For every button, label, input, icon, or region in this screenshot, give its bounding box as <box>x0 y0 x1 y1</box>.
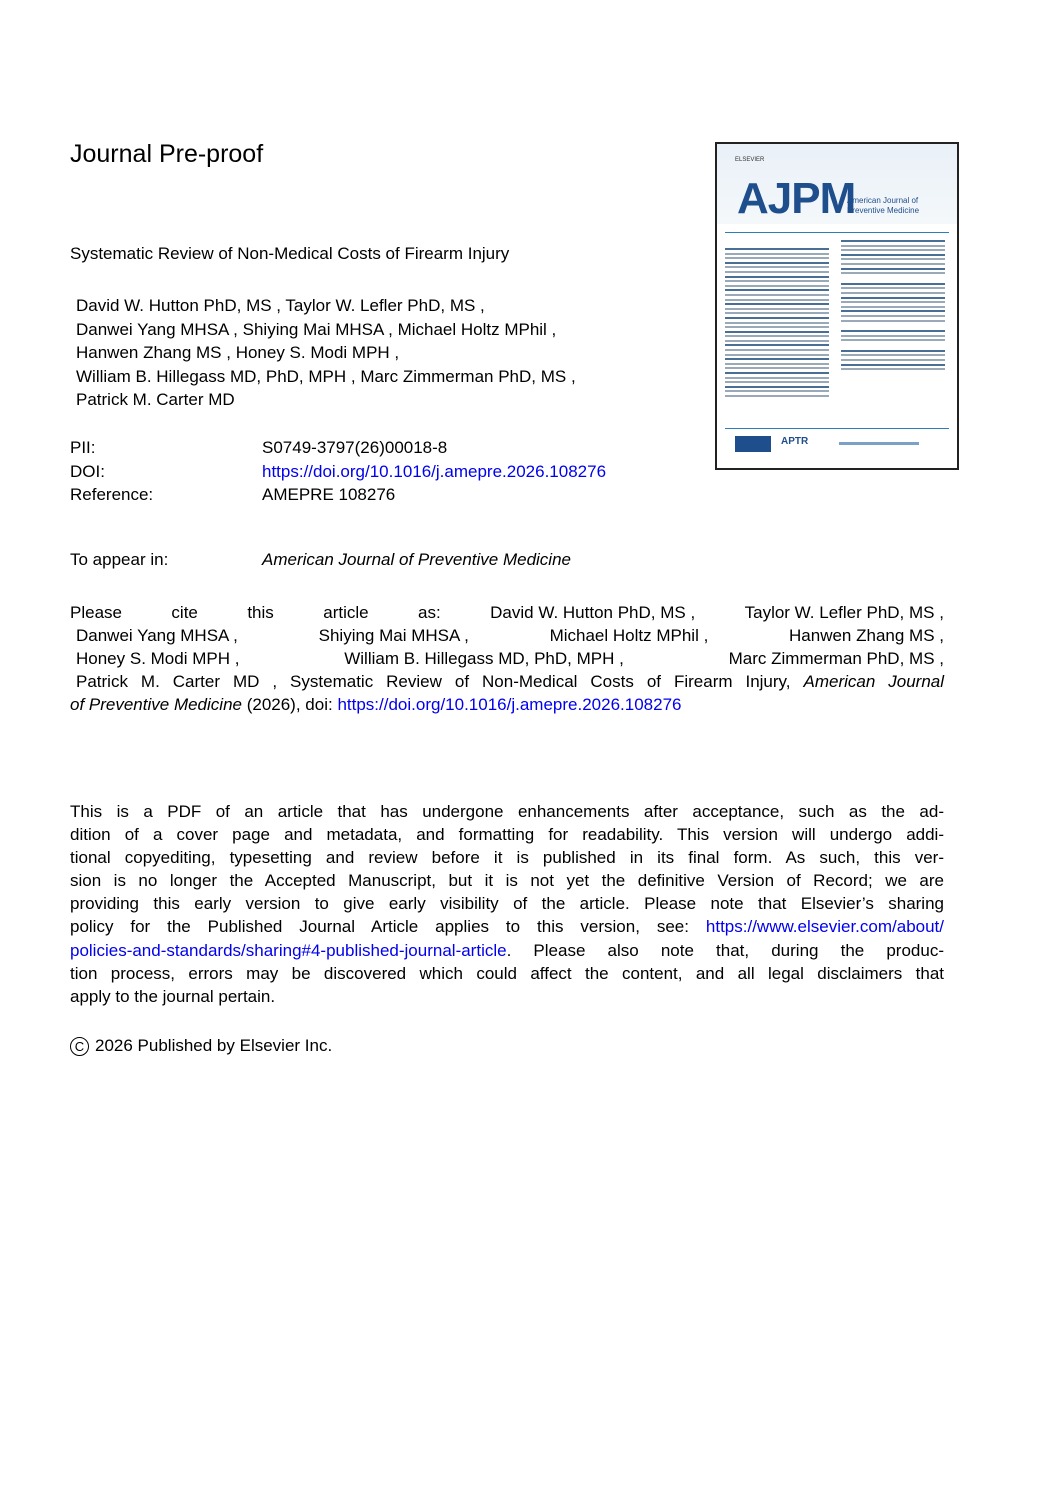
citation-author: Marc Zimmerman PhD, MS , <box>728 649 944 668</box>
cover-publisher: ELSEVIER <box>735 157 765 163</box>
reference-label: Reference: <box>70 485 154 504</box>
cover-section-heading <box>841 324 945 328</box>
notice-text: policy for the Published Journal Article applies to this version, see: <box>70 917 706 937</box>
journal-preproof-heading: Journal Pre-proof <box>70 140 264 168</box>
doi-label: DOI: <box>70 462 105 481</box>
citation-line <box>70 693 944 716</box>
notice-line: This is a PDF of an article that has undergone enhancements after acceptance, such as the ad- <box>70 802 944 821</box>
citation-author: William B. Hillegass MD, PhD, MPH , <box>344 649 624 668</box>
notice-line <box>70 939 944 962</box>
cover-journal-name-line: Preventive Medicine <box>847 206 920 215</box>
cover-journal-name-line: American Journal of <box>847 196 919 205</box>
citation-author: Shiying Mai MHSA , <box>318 626 469 645</box>
sharing-policy-link[interactable]: https://www.elsevier.com/about/ <box>705 917 944 937</box>
pii-value: S0749-3797(26)00018-8 <box>262 438 448 457</box>
cover-journal-name <box>847 196 919 216</box>
notice-line: apply to the journal pertain. <box>70 986 276 1006</box>
author-line: William B. Hillegass MD, PhD, MPH , Marc Zimmerman PhD, MS , <box>76 366 576 386</box>
citation-block <box>70 601 944 716</box>
citation-author: Honey S. Modi MPH , <box>76 649 240 668</box>
notice-text: . Please also note that, during the produc- <box>506 940 944 960</box>
citation-line <box>70 601 944 624</box>
cover-section-heading <box>841 277 945 281</box>
cover-toc-left <box>725 240 829 400</box>
notice-line: dition of a cover page and metadata, and formatting for readability. This version will undergo addi- <box>70 825 944 845</box>
citation-journal: of Preventive Medicine <box>70 695 242 714</box>
article-title: Systematic Review of Non-Medical Costs of Firearm Injury <box>70 244 510 263</box>
citation-word: as: <box>418 603 441 622</box>
citation-text: (2026), doi: <box>241 695 338 714</box>
cover-footer-text <box>839 442 919 445</box>
cover-section-heading <box>841 344 945 348</box>
notice-line <box>70 915 944 938</box>
citation-word: cite <box>171 603 198 622</box>
citation-author: Michael Holtz MPhil , <box>549 626 709 645</box>
cover-journal-abbrev: AJPM <box>737 174 856 223</box>
pii-label: PII: <box>70 438 96 457</box>
cover-rule <box>725 232 949 233</box>
citation-author: Taylor W. Lefler PhD, MS , <box>744 603 944 622</box>
citation-word: article <box>323 603 369 622</box>
copyright <box>70 1035 332 1057</box>
preproof-notice <box>70 800 944 1008</box>
sharing-policy-link-cont[interactable]: policies-and-standards/sharing#4-published-journal-article <box>70 940 507 960</box>
citation-line <box>70 647 944 670</box>
citation-line <box>70 624 944 647</box>
citation-author: Danwei Yang MHSA , <box>76 626 238 645</box>
notice-line: providing this early version to give early visibility of the article. Please note that Elsevier’s sharing <box>70 894 944 914</box>
author-list <box>76 294 676 412</box>
author-line: Patrick M. Carter MD <box>76 390 235 409</box>
citation-author: David W. Hutton PhD, MS , <box>490 603 696 622</box>
reference-value: AMEPRE 108276 <box>262 485 396 504</box>
copyright-text: 2026 Published by Elsevier Inc. <box>95 1036 333 1055</box>
notice-line: sion is no longer the Accepted Manuscript, but it is not yet the definitive Version of Record; we are <box>70 871 944 891</box>
doi-link[interactable]: https://doi.org/10.1016/j.amepre.2026.108276 <box>262 462 607 481</box>
citation-journal: American Journal <box>803 672 945 691</box>
cover-section-heading <box>725 242 829 246</box>
journal-cover-image <box>715 142 959 470</box>
author-line: Hanwen Zhang MS , Honey S. Modi MPH , <box>76 343 400 362</box>
citation-text: Patrick M. Carter MD , Systematic Review of Non-Medical Costs of Firearm Injury, <box>76 672 804 691</box>
citation-doi-link[interactable]: https://doi.org/10.1016/j.amepre.2026.108276 <box>337 695 682 714</box>
cover-logo-aptr: APTR <box>781 436 809 447</box>
copyright-icon: C <box>70 1037 89 1056</box>
appear-value: American Journal of Preventive Medicine <box>262 550 571 569</box>
citation-line <box>70 670 944 693</box>
citation-word: Please <box>70 603 122 622</box>
author-line: Danwei Yang MHSA , Shiying Mai MHSA , Michael Holtz MPhil , <box>76 319 557 339</box>
notice-line: tion process, errors may be discovered which could affect the content, and all legal disclaimers that <box>70 963 944 983</box>
cover-logo-acpm <box>735 436 771 452</box>
appear-label: To appear in: <box>70 550 169 569</box>
cover-toc-right <box>841 240 945 373</box>
citation-word: this <box>247 603 274 622</box>
author-line: David W. Hutton PhD, MS , Taylor W. Lefler PhD, MS , <box>76 296 485 315</box>
cover-rule <box>725 428 949 429</box>
citation-author: Hanwen Zhang MS , <box>789 626 944 645</box>
notice-line: tional copyediting, typesetting and review before it is published in its final form. As such, this ver- <box>70 848 944 868</box>
